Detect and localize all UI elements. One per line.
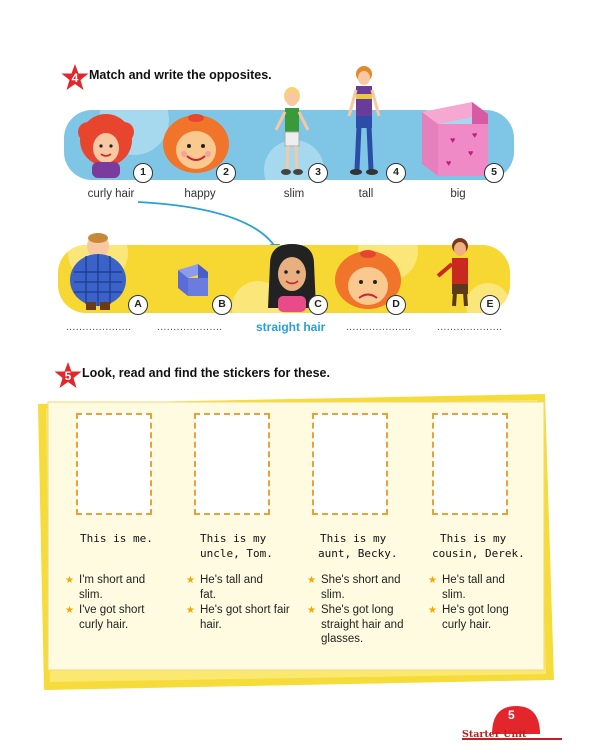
card-4-bullet-2: ★ He's got long curly hair.	[428, 604, 509, 631]
sticker-slot-2[interactable]	[194, 413, 270, 515]
svg-text:♥: ♥	[468, 148, 474, 158]
label-slim: slim	[283, 188, 305, 200]
card-2-bullet-2: ★ He's got short fair hair.	[186, 604, 290, 631]
answer-A-blank[interactable]: ....................	[66, 322, 132, 333]
item-A-letter: A	[128, 295, 148, 315]
caption-2-line2: uncle, Tom.	[200, 547, 273, 560]
caption-4-line2: cousin, Derek.	[432, 547, 525, 560]
label-big: big	[450, 188, 466, 200]
sticker-slot-4[interactable]	[432, 413, 508, 515]
svg-text:♥: ♥	[472, 130, 478, 140]
sticker-slot-1[interactable]	[76, 413, 152, 515]
card-1-bullet-1: ★ I'm short and slim.	[65, 574, 146, 601]
short-boy-picture	[432, 236, 482, 312]
label-happy: happy	[184, 188, 216, 200]
unit-label: Starter Unit	[462, 729, 527, 740]
star-bullet-icon: ★	[65, 575, 74, 586]
caption-3-line1: This is my	[320, 532, 387, 545]
page-number: 5	[508, 708, 515, 722]
card-4-bullet-1: ★ He's tall and slim.	[428, 574, 505, 601]
caption-2-line1: This is my	[200, 532, 267, 545]
item-4-number: 4	[386, 163, 406, 183]
caption-1-line1: This is me.	[80, 532, 153, 545]
fat-boy-picture	[66, 232, 130, 314]
tall-boy-picture	[342, 64, 386, 180]
star-bullet-icon: ★	[65, 605, 74, 616]
answer-D-blank[interactable]: ....................	[346, 322, 412, 333]
card-3-bullet-1: ★ She's short and slim.	[307, 574, 401, 601]
label-curly-hair: curly hair	[87, 188, 135, 200]
card-3-bullet-2: ★ She's got long straight hair and glasses.	[307, 604, 404, 645]
caption-3-line2: aunt, Becky.	[318, 547, 398, 560]
exercise-5-badge	[53, 361, 83, 391]
girl-curly-hair-picture	[74, 112, 138, 178]
star-bullet-icon: ★	[307, 605, 316, 616]
answer-B-blank[interactable]: ....................	[157, 322, 223, 333]
item-5-number: 5	[484, 163, 504, 183]
card-1-bullet-2: ★ I've got short curly hair.	[65, 604, 145, 631]
item-1-number: 1	[133, 163, 153, 183]
star-bullet-icon: ★	[307, 575, 316, 586]
answer-C-example: straight hair	[256, 320, 326, 334]
exercise-4-number: 4	[71, 71, 79, 85]
sticker-slot-3[interactable]	[312, 413, 388, 515]
exercise-5-instruction: Look, read and find the stickers for these.	[82, 366, 330, 380]
exercise-5-number: 5	[64, 369, 72, 383]
star-bullet-icon: ★	[186, 575, 195, 586]
exercise-4-instruction: Match and write the opposites.	[89, 68, 272, 82]
item-B-letter: B	[212, 295, 232, 315]
slim-boy-picture	[272, 84, 312, 178]
item-C-letter: C	[308, 295, 328, 315]
answer-E-blank[interactable]: ....................	[437, 322, 503, 333]
star-bullet-icon: ★	[186, 605, 195, 616]
item-2-number: 2	[216, 163, 236, 183]
label-tall: tall	[358, 188, 374, 200]
big-pink-box-picture	[410, 98, 492, 178]
svg-text:♥: ♥	[450, 135, 456, 145]
item-3-number: 3	[308, 163, 328, 183]
item-E-letter: E	[480, 295, 500, 315]
exercise-4-badge	[60, 63, 90, 93]
card-2-bullet-1: ★ He's tall and fat.	[186, 574, 263, 601]
star-bullet-icon: ★	[428, 605, 437, 616]
caption-4-line1: This is my	[440, 532, 507, 545]
small-blue-box-picture	[172, 262, 212, 298]
star-bullet-icon: ★	[428, 575, 437, 586]
svg-text:♥: ♥	[446, 158, 452, 168]
item-D-letter: D	[386, 295, 406, 315]
